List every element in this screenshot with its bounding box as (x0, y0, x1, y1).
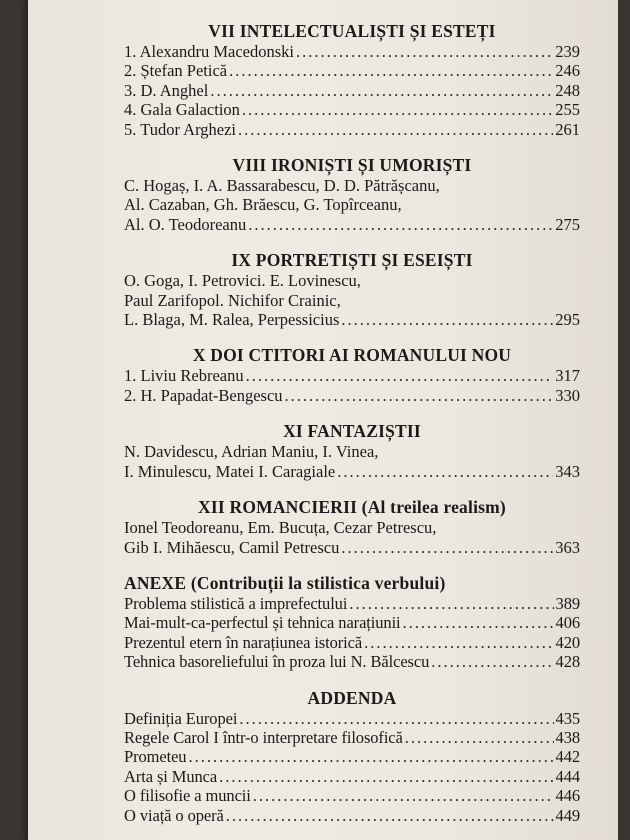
section-fantazistii (124, 418, 580, 481)
entry-label: Definiția Europei (124, 708, 238, 728)
entry-label: 4. Gala Galaction (124, 100, 240, 120)
entry-label: Al. O. Teodoreanu (124, 214, 247, 234)
entry-label: 3. D. Anghel (124, 80, 209, 100)
section-anexe (124, 570, 580, 672)
dot-leader (188, 747, 553, 766)
entry-label: Gib I. Mihăescu, Camil Petrescu (124, 537, 340, 557)
entry-label: Tehnica basoreliefului în proza lui N. Bălcescu (124, 652, 430, 672)
entry-page: 317 (555, 366, 580, 386)
section-heading: XII ROMANCIERII (Al treilea realism) (198, 497, 506, 518)
entry-text-line: Ionel Teodoreanu, Em. Bucuța, Cezar Petrescu, (124, 518, 437, 538)
dot-leader (285, 386, 554, 405)
entry-label: 2. H. Papadat-Bengescu (124, 385, 283, 405)
book-page (28, 0, 618, 840)
dot-leader (337, 462, 553, 481)
entry-label: O filisofie a muncii (124, 786, 251, 806)
section-romancierii (124, 494, 580, 557)
dot-leader (219, 767, 553, 786)
entry-page: 438 (555, 727, 580, 747)
toc-entry (124, 594, 580, 613)
entry-label: Regele Carol I într-o interpretare filosofică (124, 727, 403, 747)
toc-entry (124, 728, 580, 747)
entry-page: 449 (555, 805, 580, 825)
entry-page: 246 (555, 61, 580, 81)
section-heading: ADDENDA (307, 687, 397, 708)
toc-entry (124, 747, 580, 766)
toc-entry (124, 613, 580, 632)
toc-entry (124, 100, 580, 119)
entry-page: 255 (555, 100, 580, 120)
entry-label: 2. Ștefan Petică (124, 61, 228, 81)
entry-page: 239 (555, 42, 580, 61)
toc-entry (124, 215, 580, 234)
entry-label: Prometeu (124, 747, 187, 767)
entry-label: 1. Alexandru Macedonski (124, 42, 295, 61)
dot-leader (248, 215, 553, 234)
section-portretisti (124, 247, 580, 329)
entry-page: 442 (555, 747, 580, 767)
entry-label: Arta și Munca (124, 766, 218, 786)
entry-page: 275 (555, 214, 580, 234)
toc-entry (124, 81, 580, 100)
entry-page: 330 (555, 385, 580, 405)
entry-label: Mai-mult-ca-perfectul și tehnica narațiunii (124, 613, 401, 633)
entry-label: Problema stilistică a imprefectului (124, 593, 348, 613)
entry-text-line: O. Goga, I. Petrovici. E. Lovinescu, (124, 271, 361, 291)
section-addenda (124, 685, 580, 825)
entry-page: 295 (555, 310, 580, 330)
entry-text-line: N. Davidescu, Adrian Maniu, I. Vinea, (124, 442, 379, 462)
entry-label: L. Blaga, M. Ralea, Perpessicius (124, 310, 340, 330)
section-ironisti (124, 152, 580, 234)
section-heading: X DOI CTITORI AI ROMANULUI NOU (192, 345, 512, 366)
entry-label: 1. Liviu Rebreanu (124, 366, 244, 386)
entry-label: I. Minulescu, Matei I. Caragiale (124, 461, 336, 481)
toc-entry (124, 806, 580, 825)
toc-entry (124, 767, 580, 786)
toc-entry (124, 42, 580, 61)
entry-page: 261 (555, 119, 580, 139)
toc-entry (124, 652, 580, 671)
toc-entry (124, 120, 580, 139)
entry-label: O viață o operă (124, 805, 224, 825)
section-heading: IX PORTRETIȘTI ȘI ESEIȘTI (231, 250, 473, 271)
section-intelectualisti (124, 18, 580, 139)
dot-leader (341, 310, 553, 329)
entry-page: 420 (555, 632, 580, 652)
entry-text-line: Paul Zarifopol. Nichifor Crainic, (124, 290, 341, 310)
toc-entry (124, 709, 580, 728)
dot-leader (296, 42, 553, 61)
dot-leader (229, 61, 553, 80)
dot-leader (238, 120, 553, 139)
dot-leader (405, 728, 554, 747)
entry-label: 5. Tudor Arghezi (124, 119, 237, 139)
dot-leader (403, 613, 554, 632)
entry-page: 435 (555, 708, 580, 728)
section-heading: VIII IRONIȘTI ȘI UMORIȘTI (232, 155, 472, 176)
toc-entry (124, 310, 580, 329)
entry-page: 428 (555, 652, 580, 672)
toc-entry (124, 61, 580, 80)
section-heading: XI FANTAZIȘTII (283, 421, 421, 442)
entry-page: 248 (555, 80, 580, 100)
dot-leader (246, 366, 554, 385)
toc-entry (124, 538, 580, 557)
section-heading: ANEXE (Contribuții la stilistica verbului) (124, 572, 446, 593)
dot-leader (341, 538, 553, 557)
entry-page: 363 (555, 537, 580, 557)
toc-entry (124, 786, 580, 805)
dot-leader (226, 806, 554, 825)
toc-entry (124, 462, 580, 481)
dot-leader (364, 633, 553, 652)
section-ctitori (124, 342, 580, 405)
entry-page: 389 (555, 593, 580, 613)
dot-leader (242, 100, 553, 119)
entry-page: 446 (555, 786, 580, 806)
toc-entry (124, 366, 580, 385)
toc-entry (124, 386, 580, 405)
dot-leader (239, 709, 553, 728)
entry-text-line: C. Hogaș, I. A. Bassarabescu, D. D. Pătrășcanu, (124, 176, 440, 196)
dot-leader (210, 81, 553, 100)
entry-page: 444 (555, 766, 580, 786)
dot-leader (253, 786, 554, 805)
entry-label: Prezentul etern în narațiunea istorică (124, 632, 363, 652)
entry-text-line: Al. Cazaban, Gh. Brăescu, G. Topîrceanu, (124, 195, 402, 215)
entry-page: 406 (555, 613, 580, 633)
toc-entry (124, 633, 580, 652)
section-heading: VII INTELECTUALIȘTI ȘI ESTEȚI (208, 21, 496, 41)
entry-page: 343 (555, 461, 580, 481)
dot-leader (431, 652, 553, 671)
table-of-contents (124, 18, 580, 825)
dot-leader (349, 594, 553, 613)
